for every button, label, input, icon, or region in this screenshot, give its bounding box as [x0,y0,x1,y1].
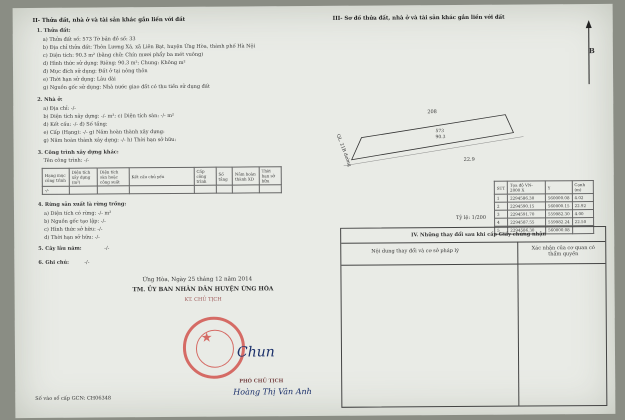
house-line: g) Năm hoàn thành xây dựng: -/- h) Thời hạn sở hữu: [43,136,177,144]
house-header: 2. Nhà ở: [37,96,63,103]
coord-col: Tọa độ VN-2000 X [507,181,545,194]
forest-line: b) Nguồn gốc tạo lập: -/- [44,218,106,225]
coord-cell: 1 [494,194,507,202]
coord-cell: 2294586.30 [508,194,546,202]
changes-title: IV. Những thay đổi sau khi cấp Giấy chứng nhận [411,231,547,239]
notes-header: 6. Ghi chú: [38,259,70,266]
dim-top: 208 [427,109,437,116]
coord-cell: 559982.24 [546,218,573,226]
land-line: g) Nguồn gốc sử dụng: Nhà nước giao đất có thu tiền sử dụng đất [43,83,210,91]
section-ii-title: II- Thửa đất, nhà ở và tài sản khác gắn liền với đất [32,16,186,24]
issue-date: Ứng Hòa, Ngày 25 tháng 12 năm 2014 [142,276,253,284]
coord-cell: 22.50 [572,218,593,226]
works-col: Diện tích xây dựng (m²) [69,168,97,186]
star-icon: ★ [200,330,213,346]
cert-number: Số vào sổ cấp GCN: CH06348 [35,395,112,402]
land-header: 1. Thửa đất: [36,27,71,34]
works-name: Tên công trình: -/- [43,157,90,164]
coord-cell: 559982.30 [545,210,572,218]
parcel-area: 90.3 [435,135,446,141]
notes-value: -/- [84,259,90,266]
trees-header: 5. Cây lâu năm: [38,245,82,252]
house-line: b) Diện tích xây dựng: -/- m²; c) Diện tích sàn: -/- m² [43,112,175,120]
works-col: Năm hoàn thành XD [232,167,259,185]
signer-title: PHÓ CHỦ TỊCH [239,378,284,385]
land-line: đ) Mục đích sử dụng: Đất ở tại nông thôn [43,68,148,75]
changes-box [340,226,607,408]
house-line: a) Địa chỉ: -/- [43,105,76,112]
coord-cell: 2294586.30 [508,226,546,234]
coord-cell: 2 [494,202,507,210]
red-seal [183,316,245,378]
works-cell: -/- [42,186,69,194]
works-col: Thời hạn sở hữu [259,167,281,185]
works-table [42,166,282,195]
parcel-no: 573 [435,129,445,135]
coord-cell: 5 [495,226,508,234]
works-col: Cấp công trình [194,167,216,185]
coord-cell: 4 [495,218,508,226]
trees-value: -/- [104,245,110,252]
forest-line: c) Hình thức sở hữu: -/- [44,226,103,233]
dim-bottom: 22.9 [463,156,475,163]
works-col: Diện tích sàn hoặc công suất [97,168,129,186]
land-line: e) Thời hạn sử dụng: Lâu dài [43,76,116,83]
house-line: e) Cấp (Hạng): -/- g) Năm hoàn thành xây dựng: [43,129,165,136]
coord-cell: 3 [494,210,507,218]
works-col: Số tầng [216,167,233,185]
coord-cell: 560000.15 [545,202,572,210]
scale-label: Tỷ lệ: 1/200 [456,214,487,222]
coord-cell: 2294587.55 [508,218,546,226]
signer-name: Hoàng Thị Vân Anh [233,387,312,397]
works-col: Hạng mục công trình [42,168,69,186]
works-header: 3. Công trình xây dựng khác: [37,149,119,156]
land-line: c) Diện tích: 90.3 m² (bằng chữ: Chín mươi phẩy ba mét vuông) [42,51,204,59]
coord-cell: 2294590.15 [508,202,546,210]
works-col: Kết cấu chủ yếu [129,167,194,185]
coord-col: STT [494,181,507,194]
land-line: a) Thửa đất số: 573 Tờ bản đồ số: 33 [42,36,136,43]
forest-line: d) Thời hạn sở hữu: -/- [44,234,100,241]
coord-cell: 2294591.70 [508,210,546,218]
road-label: QL. 21B đường [334,133,352,168]
coord-cell: 4.00 [572,210,593,218]
coord-col: Y [545,181,572,194]
north-label: B [588,46,595,56]
signature: Chun [236,344,275,361]
coord-cell: 560000.08 [546,226,573,234]
coord-col: Cạnh (m) [572,181,593,194]
coord-cell: 22.92 [572,202,593,210]
section-iii-title: III- Sơ đồ thửa đất, nhà ở và tài sản khác gắn liền với đất [332,14,505,22]
right-panel [333,10,614,412]
position-mark: KT. CHỦ TỊCH [184,296,222,303]
land-line: b) Địa chỉ thửa đất: Thôn Lương Xá, xã Liên Bạt, huyện Ứng Hòa, thành phố Hà Nội [42,43,256,51]
house-line: d) Kết cấu: -/- đ) Số tầng: [43,121,108,128]
changes-col: Xác nhận của cơ quan có thẩm quyền [531,245,595,258]
forest-line: a) Diện tích có rừng: -/- m² [43,210,112,217]
land-line: d) Hình thức sử dụng: Riêng: 90.3 m²; Chung: Không m² [42,59,186,67]
certificate-page [13,4,616,418]
forest-header: 4. Rừng sản xuất là rừng trồng: [37,201,127,208]
coord-cell: 560000.08 [545,194,572,202]
coord-cell: 4.02 [572,194,593,202]
issuing-authority: TM. ỦY BAN NHÂN DÂN HUYỆN ỨNG HÒA [132,286,274,294]
changes-col: Nội dung thay đổi và cơ sở pháp lý [371,247,459,255]
